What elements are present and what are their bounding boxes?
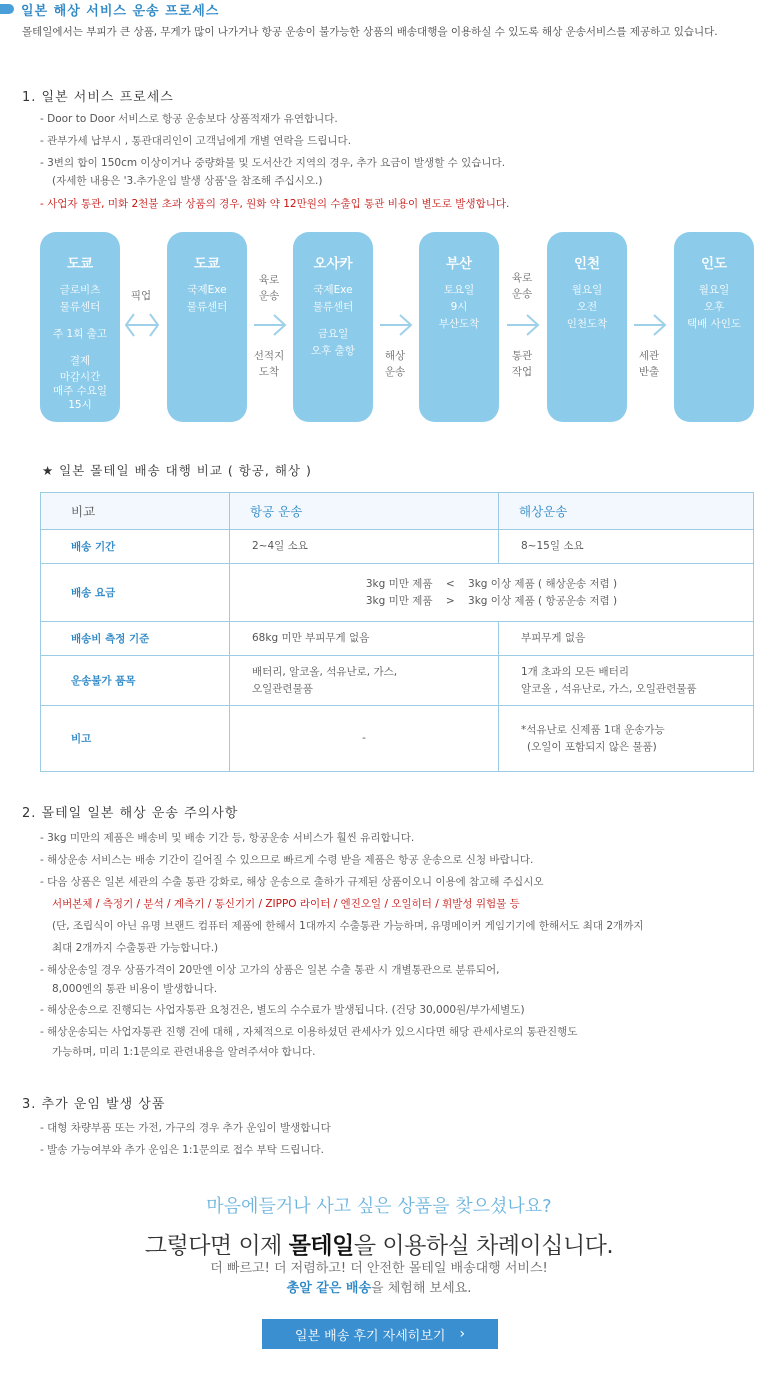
process-city: 인천 <box>573 256 601 272</box>
connector-label: 해상 운송 <box>384 350 406 378</box>
process-line: 매주 수요일 <box>52 385 108 397</box>
table-row <box>41 706 754 772</box>
process-line: 결제 <box>69 355 91 367</box>
sea-value <box>499 656 754 706</box>
process-city: 도쿄 <box>193 256 221 272</box>
row-label: 비고 <box>41 706 230 772</box>
promo-headline-part: 그렇다면 이제 <box>144 1233 289 1259</box>
process-line: 주 1회 출고 <box>53 328 107 340</box>
section2-line: - 해상운송일 경우 상품가격이 20만엔 이상 고가의 상품은 일본 수출 통관 시 개별통관으로 분류되어, <box>40 964 500 976</box>
process-line: 부산도착 <box>438 318 480 330</box>
double-arrow-icon <box>124 312 160 338</box>
process-step-3 <box>293 232 373 422</box>
process-line: 월요일 <box>698 284 730 296</box>
row-label: 배송비 측정 기준 <box>41 622 230 656</box>
process-line: 인천도착 <box>566 318 608 330</box>
section1-bullet: - 관부가세 납부시 , 통관대리인이 고객님에게 개별 연락을 드립니다. <box>40 135 352 147</box>
title-row <box>0 0 219 18</box>
process-line: 글로비츠 <box>59 284 101 296</box>
section2-line: 최대 2개까지 수출통관 가능합니다.) <box>52 942 219 954</box>
section2-line: - 해상운송 서비스는 배송 기간이 길어질 수 있으므로 빠르게 수령 받을 제품은 항공 운송으로 신청 바랍니다. <box>40 854 534 866</box>
section1-warning: - 사업자 통관, 미화 2천불 초과 상품의 경우, 원화 약 12만원의 수출입 통관 비용이 별도로 발생합니다. <box>40 198 510 210</box>
promo-headline-part: 을 이용하실 차례이십니다. <box>353 1233 614 1259</box>
brand-name: 몰테일 <box>288 1233 354 1259</box>
process-step-4 <box>419 232 499 422</box>
process-line: 물류센터 <box>186 301 228 313</box>
section2-restricted-items: 서버본체 / 측정기 / 분석 / 계측기 / 통신기기 / ZIPPO 라이터 / 엔진오일 / 오일히터 / 휘발성 위험물 등 <box>52 898 520 910</box>
promo-subline: 더 빠르고! 더 저렴하고! 더 안전한 몰테일 배송대행 서비스! <box>210 1261 548 1276</box>
section2-line: - 3kg 미만의 제품은 배송비 및 배송 기간 등, 항공운송 서비스가 훨씬 유리합니다. <box>40 832 415 844</box>
right-arrow-icon <box>632 312 668 338</box>
process-line: 월요일 <box>571 284 603 296</box>
row-label: 운송불가 품목 <box>41 656 230 706</box>
process-line: 오전 <box>576 301 598 313</box>
chevron-right-icon: › <box>459 1326 466 1342</box>
connector-label: 선적지 도착 <box>253 350 285 378</box>
section2-line: - 다음 상품은 일본 세관의 수출 통관 강화로, 해상 운송으로 출하가 규제된 상품이오니 이용에 참고해 주십시오 <box>40 876 544 888</box>
process-step-5 <box>547 232 627 422</box>
process-line: 물류센터 <box>59 301 101 313</box>
process-step-1 <box>40 232 120 422</box>
promo-subtext <box>0 1259 758 1299</box>
process-city: 오사카 <box>313 256 353 272</box>
process-line: 15시 <box>68 399 92 411</box>
section2-line: 가능하며, 미리 1:1문의로 관련내용을 알려주셔야 합니다. <box>52 1046 316 1058</box>
air-line: 배터리, 알코올, 석유난로, 가스, <box>252 665 398 678</box>
process-city: 도쿄 <box>66 256 94 272</box>
section1-bullet: (자세한 내용은 '3.추가운임 발생 상품'을 참조해 주십시오.) <box>52 175 323 187</box>
section2-line: - 해상운송으로 진행되는 사업자통관 요청건은, 별도의 수수료가 발생됩니다. (건당 30,000원/부가세별도) <box>40 1004 525 1016</box>
section1-heading: 1. 일본 서비스 프로세스 <box>22 90 174 105</box>
section3-line: - 대형 차량부품 또는 가전, 가구의 경우 추가 운임이 발생합니다 <box>40 1122 331 1134</box>
sea-line: *석유난로 신제품 1대 운송가능 <box>521 723 665 736</box>
section2-line: - 해상운송되는 사업자통관 진행 건에 대해 , 자체적으로 이용하셨던 관세사가 있으시다면 해당 관세사로의 통관진행도 <box>40 1026 578 1038</box>
sea-value <box>499 706 754 772</box>
table-row <box>41 564 754 622</box>
promo-headline <box>0 1227 758 1260</box>
fee-line: 3kg 미만 제품 < 3kg 이상 제품 ( 해상운송 저렴 ) <box>365 577 618 590</box>
promo-question: 마음에들거나 사고 싶은 상품을 찾으셨나요? <box>206 1196 552 1217</box>
process-line: 9시 <box>450 301 468 313</box>
sea-line: (오일이 포함되지 않은 물품) <box>527 740 657 753</box>
sea-line: 알코올 , 석유난로, 가스, 오일관련물품 <box>521 682 697 695</box>
section1-bullet: - 3변의 합이 150cm 이상이거나 중량화물 및 도서산간 지역의 경우, 추가 요금이 발생할 수 있습니다. <box>40 157 506 169</box>
section1-bullet: - Door to Door 서비스로 항공 운송보다 상품적재가 유연합니다. <box>40 113 338 125</box>
right-arrow-icon <box>378 312 414 338</box>
section2-heading: 2. 몰테일 일본 해상 운송 주의사항 <box>22 806 239 821</box>
process-line: 국제Exe <box>187 284 227 296</box>
section2-line: 8,000엔의 통관 비용이 발생합니다. <box>52 983 218 995</box>
process-line: 토요일 <box>443 284 475 296</box>
cta-label: 일본 배송 후기 자세히보기 <box>294 1328 446 1344</box>
air-value: 2~4일 소요 <box>230 530 499 564</box>
comparison-table <box>40 492 754 772</box>
process-line: 마감시간 <box>59 371 101 383</box>
promo-subline <box>0 1279 758 1299</box>
process-city: 부산 <box>445 256 473 272</box>
table-title: ★ 일본 몰테일 배송 대행 비교 ( 항공, 해상 ) <box>42 463 312 478</box>
table-header: 해상운송 <box>499 493 754 530</box>
process-line: 국제Exe <box>313 284 353 296</box>
section3-line: - 발송 가능여부와 추가 운임은 1:1문의로 접수 부탁 드립니다. <box>40 1144 325 1156</box>
fee-value <box>230 564 754 622</box>
sea-value: 8~15일 소요 <box>499 530 754 564</box>
intro-text: 몰테일에서는 부피가 큰 상품, 무게가 많이 나가거나 항공 운송이 불가능한 상품의 배송대행을 이용하실 수 있도록 해상 운송서비스를 제공하고 있습니다. <box>22 26 718 38</box>
connector-label: 세관 반출 <box>638 350 660 378</box>
process-line: 물류센터 <box>312 301 354 313</box>
process-city: 인도 <box>700 256 728 272</box>
row-label: 배송 기간 <box>41 530 230 564</box>
table-row <box>41 622 754 656</box>
air-line: 오일관련물품 <box>252 682 313 695</box>
process-line: 오후 <box>703 301 725 313</box>
review-details-button[interactable] <box>262 1319 498 1349</box>
process-line: 오후 출항 <box>311 345 355 357</box>
fee-line: 3kg 미만 제품 > 3kg 이상 제품 ( 항공운송 저렴 ) <box>365 594 618 607</box>
page-title: 일본 해상 서비스 운송 프로세스 <box>21 3 220 19</box>
row-label: 배송 요금 <box>41 564 230 622</box>
connector-label: 육로 운송 <box>511 272 533 300</box>
process-line: 금요일 <box>317 328 349 340</box>
right-arrow-icon <box>505 312 541 338</box>
promo-highlight: 총알 같은 배송 <box>286 1281 372 1296</box>
process-step-2 <box>167 232 247 422</box>
right-arrow-icon <box>252 312 288 338</box>
sea-line: 1개 초과의 모든 배터리 <box>521 665 629 678</box>
table-header-row <box>41 493 754 530</box>
table-header: 항공 운송 <box>230 493 499 530</box>
title-bullet-icon <box>0 4 14 14</box>
promo-subline-part: 을 체험해 보세요. <box>371 1281 472 1296</box>
section2-line: (단, 조립식이 아닌 유명 브랜드 컴퓨터 제품에 한해서 1대까지 수출통관 가능하며, 유명메이커 게임기기에 한해서도 최대 2개까지 <box>52 920 644 932</box>
process-line: 택배 사인도 <box>686 318 742 330</box>
table-row <box>41 530 754 564</box>
process-step-6 <box>674 232 754 422</box>
table-row <box>41 656 754 706</box>
section3-heading: 3. 추가 운임 발생 상품 <box>22 1097 166 1112</box>
connector-label: 육로 운송 <box>258 274 280 302</box>
air-value <box>230 656 499 706</box>
connector-label: 픽업 <box>130 290 152 302</box>
air-value: - <box>230 706 499 772</box>
sea-value: 부피무게 없음 <box>499 622 754 656</box>
connector-label: 통관 작업 <box>511 350 533 378</box>
table-header: 비교 <box>41 493 230 530</box>
air-value: 68kg 미만 부피무게 없음 <box>230 622 499 656</box>
